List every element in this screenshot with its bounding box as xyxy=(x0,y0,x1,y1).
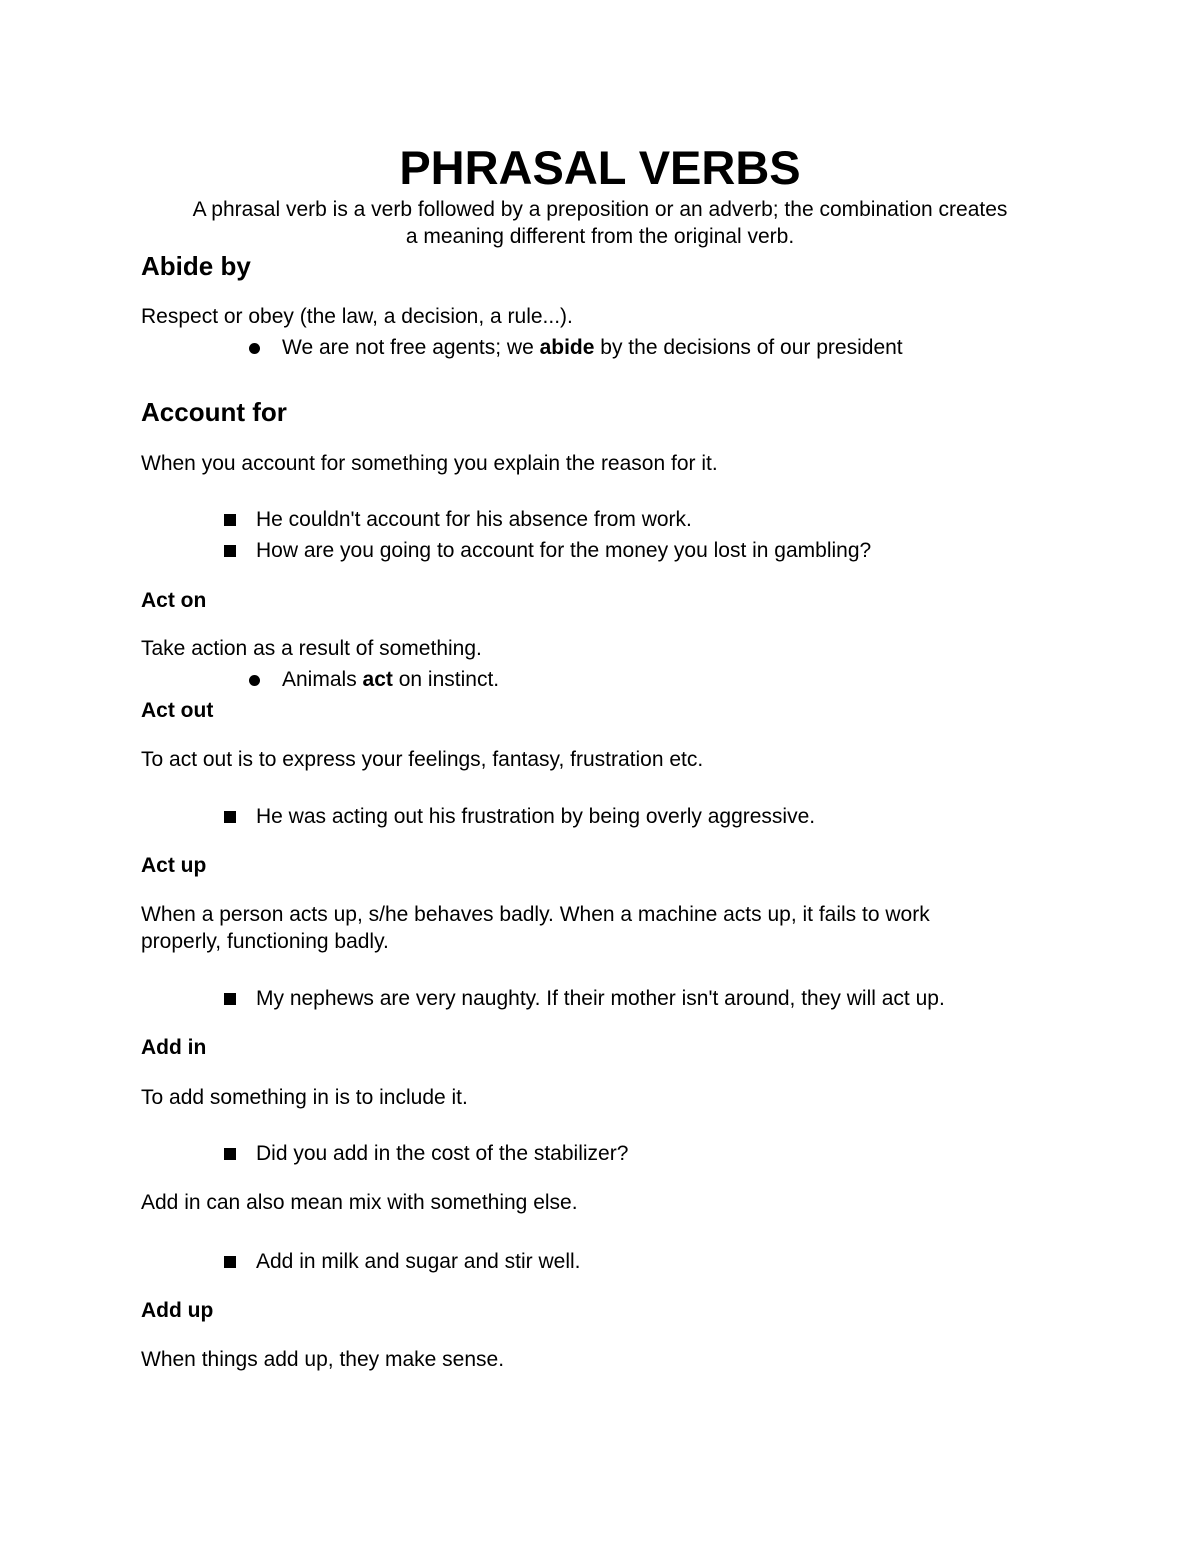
heading-add-up: Add up xyxy=(141,1299,214,1322)
bullet-square-icon xyxy=(224,993,236,1005)
bullet-dot-icon xyxy=(249,675,260,686)
definition-add-in-2: Add in can also mean mix with something else. xyxy=(141,1191,578,1214)
example-abide-by xyxy=(282,334,903,361)
example-bold-word: act xyxy=(362,668,393,691)
example-text: by the decisions of our president xyxy=(594,336,903,359)
intro-line-2: a meaning different from the original verb. xyxy=(405,225,795,248)
definition-abide-by: Respect or obey (the law, a decision, a rule...). xyxy=(141,305,573,328)
bullet-square-icon xyxy=(224,545,236,557)
example-text: We are not free agents; we xyxy=(282,336,540,359)
heading-account-for: Account for xyxy=(141,397,287,427)
example-act-out: He was acting out his frustration by being overly aggressive. xyxy=(256,805,816,828)
example-add-in-1: Did you add in the cost of the stabilizer? xyxy=(256,1142,629,1165)
bullet-square-icon xyxy=(224,1148,236,1160)
definition-add-up: When things add up, they make sense. xyxy=(141,1348,505,1371)
bullet-square-icon xyxy=(224,1256,236,1268)
example-text: Animals xyxy=(282,668,363,691)
definition-act-up-line-1: When a person acts up, s/he behaves badly. When a machine acts up, it fails to work xyxy=(141,903,930,926)
example-act-on xyxy=(282,666,499,693)
definition-account-for: When you account for something you explain the reason for it. xyxy=(141,452,718,475)
example-account-for-1: He couldn't account for his absence from work. xyxy=(256,508,692,531)
bullet-dot-icon xyxy=(249,343,260,354)
bullet-square-icon xyxy=(224,811,236,823)
definition-add-in: To add something in is to include it. xyxy=(141,1086,468,1109)
heading-act-out: Act out xyxy=(141,699,214,722)
intro-line-1: A phrasal verb is a verb followed by a preposition or an adverb; the combination creates xyxy=(192,198,1008,221)
example-bold-word: abide xyxy=(539,336,595,359)
heading-act-on: Act on xyxy=(141,589,207,612)
example-act-up: My nephews are very naughty. If their mother isn't around, they will act up. xyxy=(256,987,945,1010)
page-title: PHRASAL VERBS xyxy=(399,141,801,194)
definition-act-up-line-2: properly, functioning badly. xyxy=(141,930,389,953)
bullet-square-icon xyxy=(224,514,236,526)
example-account-for-2: How are you going to account for the money you lost in gambling? xyxy=(256,539,872,562)
heading-act-up: Act up xyxy=(141,854,207,877)
heading-abide-by: Abide by xyxy=(141,251,251,281)
definition-act-out: To act out is to express your feelings, fantasy, frustration etc. xyxy=(141,748,704,771)
definition-act-on: Take action as a result of something. xyxy=(141,637,482,660)
example-add-in-2: Add in milk and sugar and stir well. xyxy=(256,1250,581,1273)
example-text: on instinct. xyxy=(392,668,500,691)
heading-add-in: Add in xyxy=(141,1036,207,1059)
